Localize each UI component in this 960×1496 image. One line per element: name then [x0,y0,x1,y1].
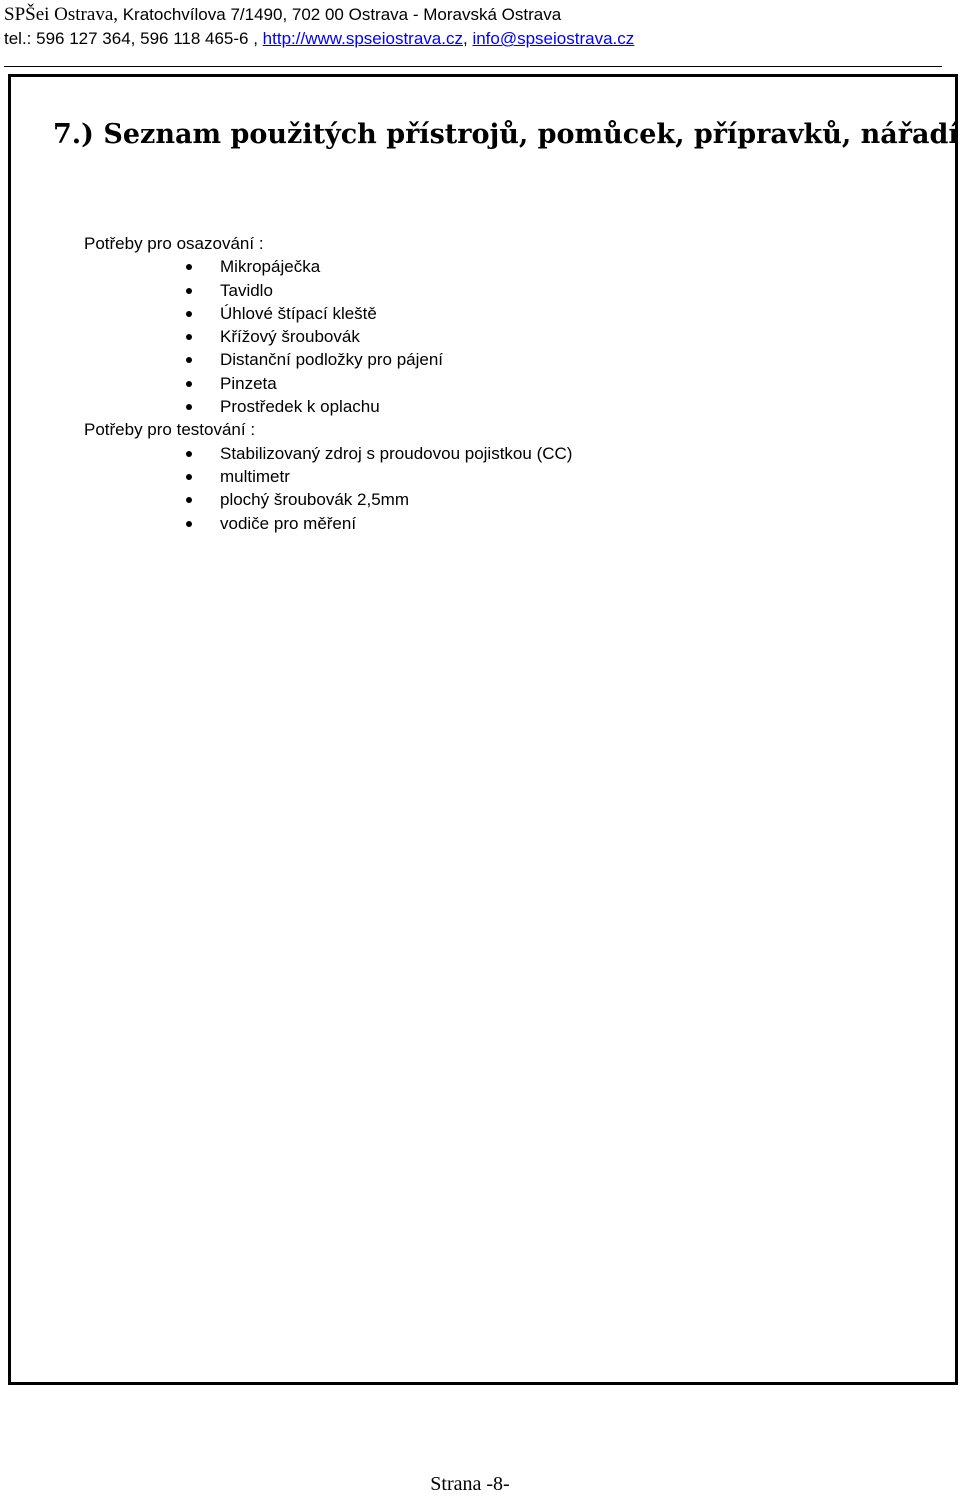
list-item [84,348,572,371]
assembly-items-list [84,255,572,418]
list-item-label: plochý šroubovák 2,5mm [220,490,409,510]
list-item-label: Prostředek k oplachu [220,397,380,417]
page-header [4,4,944,50]
list-item-label: Mikropáječka [220,257,321,277]
list-item [84,488,572,511]
group-label-assembly: Potřeby pro osazování : [84,234,264,253]
phone-numbers: tel.: 596 127 364, 596 118 465-6 , [4,29,263,48]
bullet-icon [186,404,192,410]
list-item-label: Tavidlo [220,280,273,300]
list-item [84,465,572,488]
bullet-icon [186,334,192,340]
content-frame [8,74,958,1385]
list-item [84,372,572,395]
section-heading: 7.) Seznam použitých přístrojů, pomůcek, přípravků, nářadí [53,119,959,150]
list-item [84,395,572,418]
bullet-icon [186,311,192,317]
list-item [84,325,572,348]
bullet-icon [186,381,192,387]
page-number: Strana -8- [430,1473,510,1495]
bullet-icon [186,474,192,480]
group-label-testing: Potřeby pro testování : [84,420,256,440]
list-item [84,255,572,278]
bullet-icon [186,451,192,457]
bullet-icon [186,521,192,527]
list-item [84,302,572,325]
list-item-label: vodiče pro měření [220,513,357,533]
bullet-icon [186,357,192,363]
school-address: Kratochvílova 7/1490, 702 00 Ostrava - Moravská Ostrava [118,5,562,24]
list-item-label: Křížový šroubovák [220,327,360,347]
bullet-icon [186,288,192,294]
school-address-line [4,4,944,26]
contact-separator: , [462,29,473,48]
email-link[interactable]: info@spseiostrava.cz [472,29,635,48]
list-item-label: Distanční podložky pro pájení [220,350,444,370]
list-item-label: Stabilizovaný zdroj s proudovou pojistkou (CC) [220,443,573,463]
bullet-icon [186,497,192,503]
list-item [84,512,572,535]
contact-line [4,28,944,50]
list-item-label: multimetr [220,466,290,486]
list-item [84,442,572,465]
equipment-lists [84,232,572,535]
website-link[interactable]: http://www.spseiostrava.cz [262,29,463,48]
list-item-label: Úhlové štípací kleště [220,303,377,323]
bullet-icon [186,264,192,270]
testing-items-list [84,442,572,535]
header-divider [4,66,942,67]
school-name: SPŠei Ostrava, [4,4,118,25]
list-item [84,279,572,302]
list-item-label: Pinzeta [220,373,277,393]
